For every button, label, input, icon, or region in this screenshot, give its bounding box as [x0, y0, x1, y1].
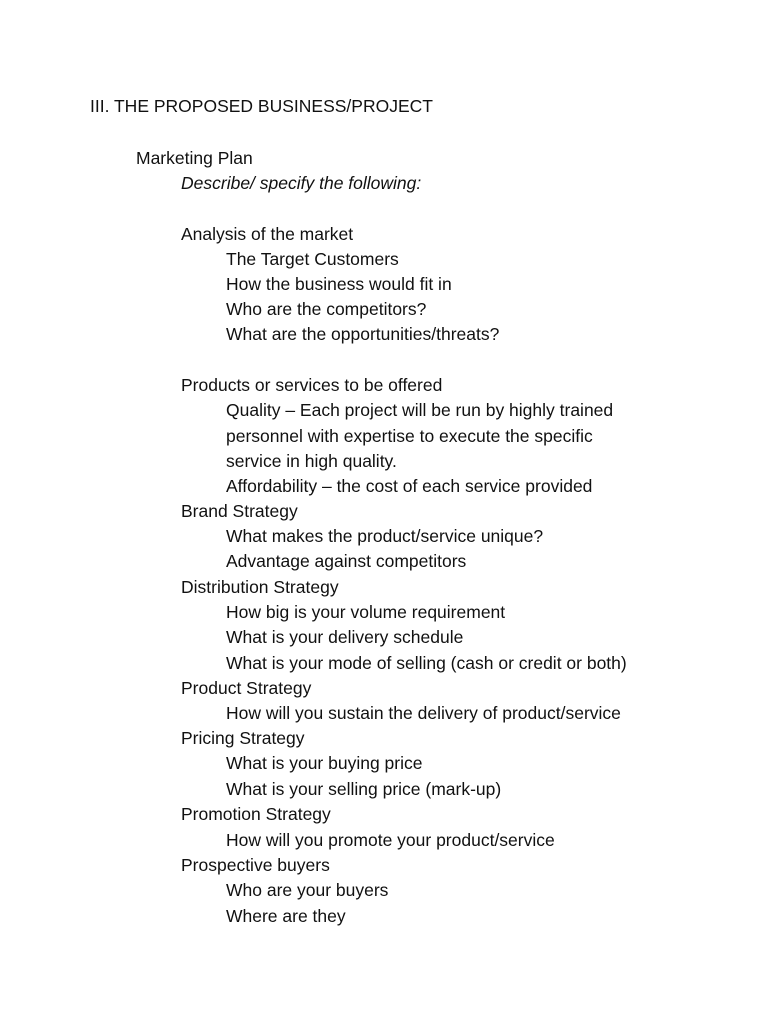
analysis-item: What are the opportunities/threats?	[226, 324, 500, 344]
distribution-item: What is your delivery schedule	[226, 627, 464, 647]
affordability-line: Affordability – the cost of each service provided	[226, 476, 593, 496]
instruction-text: Describe/ specify the following:	[181, 173, 422, 193]
promotion-strategy-title: Promotion Strategy	[181, 804, 331, 824]
analysis-title: Analysis of the market	[181, 224, 354, 244]
distribution-item: What is your mode of selling (cash or credit or both)	[226, 653, 627, 673]
brand-strategy-title: Brand Strategy	[181, 501, 298, 521]
brand-item: What makes the product/service unique?	[226, 526, 544, 546]
distribution-item: How big is your volume requirement	[226, 602, 506, 622]
marketing-plan-heading: Marketing Plan	[136, 148, 253, 168]
product-strategy-item: How will you sustain the delivery of product/service	[226, 703, 621, 723]
quality-line: service in high quality.	[226, 451, 397, 471]
section-heading: III. THE PROPOSED BUSINESS/PROJECT	[90, 96, 433, 116]
buyers-item: Who are your buyers	[226, 880, 389, 900]
products-title: Products or services to be offered	[181, 375, 443, 395]
analysis-item: How the business would fit in	[226, 274, 452, 294]
buyers-item: Where are they	[226, 906, 346, 926]
quality-line: personnel with expertise to execute the specific	[226, 426, 593, 446]
pricing-item: What is your buying price	[226, 753, 423, 773]
product-strategy-title: Product Strategy	[181, 678, 312, 698]
prospective-buyers-title: Prospective buyers	[181, 855, 330, 875]
pricing-item: What is your selling price (mark-up)	[226, 779, 502, 799]
analysis-item: The Target Customers	[226, 249, 399, 269]
distribution-strategy-title: Distribution Strategy	[181, 577, 339, 597]
pricing-strategy-title: Pricing Strategy	[181, 728, 305, 748]
promotion-item: How will you promote your product/service	[226, 830, 555, 850]
quality-line: Quality – Each project will be run by highly trained	[226, 400, 614, 420]
analysis-item: Who are the competitors?	[226, 299, 427, 319]
brand-item: Advantage against competitors	[226, 551, 467, 571]
